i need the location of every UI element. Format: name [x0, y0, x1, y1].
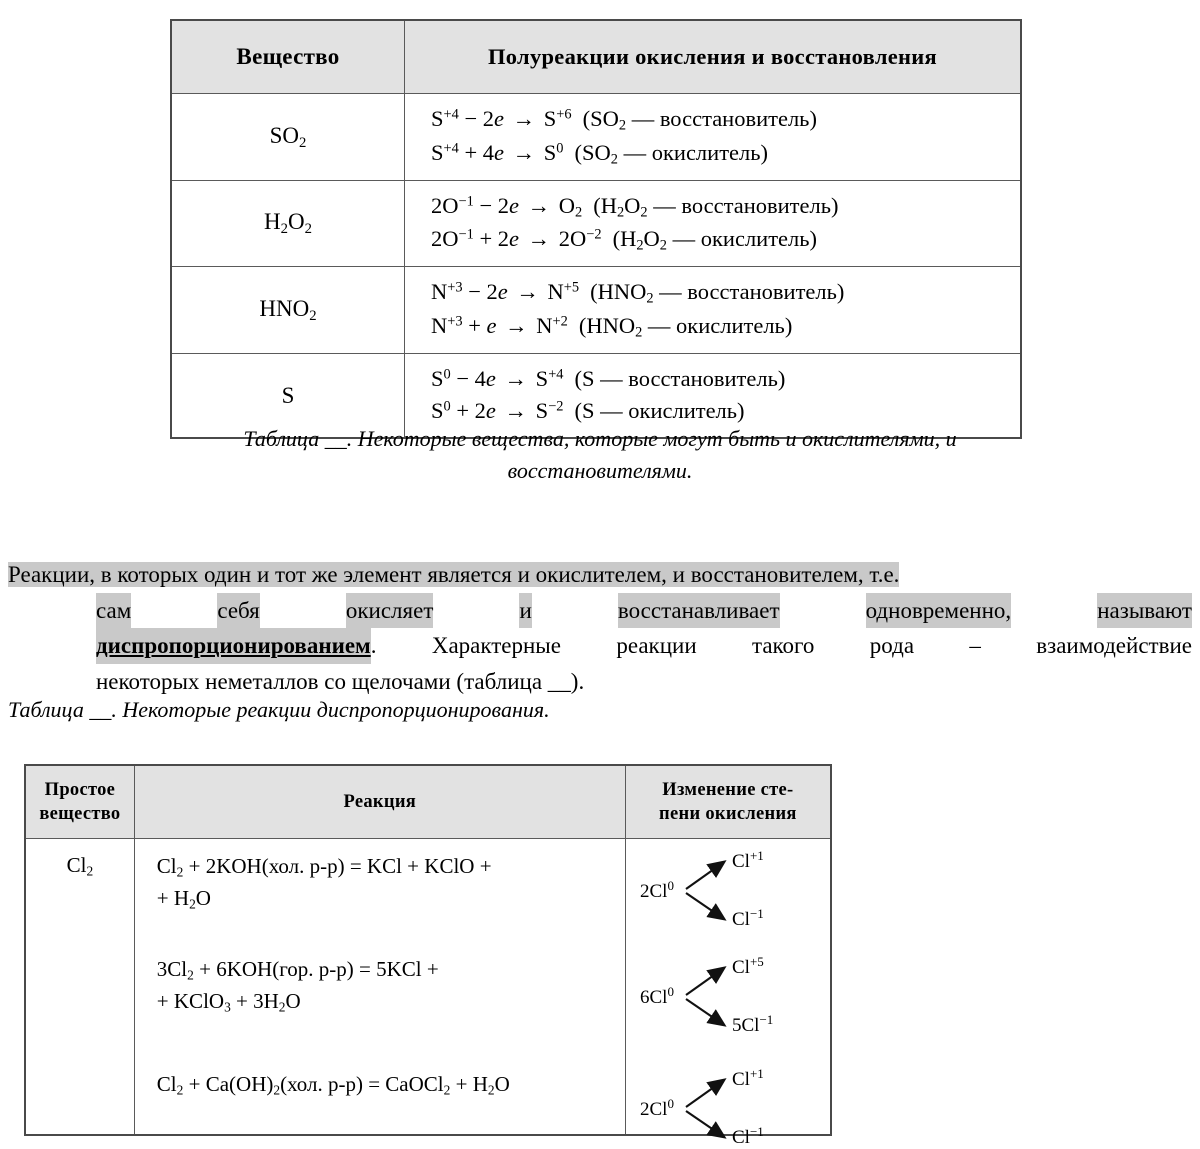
table-header [25, 765, 831, 839]
paragraph-line-1 [8, 557, 1192, 593]
cell-substance: $SO_2$ [171, 94, 405, 181]
change-top-label: $Cl^{+1}$ [731, 848, 764, 872]
change-source-label: 6Cl$^0$ [639, 984, 674, 1008]
halfreaction-line-oxidation: $N^{+3} - 2e \to N^{+5}$ ($HNO_2$ — восстановитель) [431, 279, 845, 307]
paragraph-word: и [519, 593, 531, 629]
table-header [171, 20, 1021, 94]
table-body [25, 839, 831, 1148]
change-diagram-2 [626, 951, 831, 1037]
cell-halfreactions [405, 180, 1022, 267]
column-header-reaction [134, 765, 625, 839]
term-disproportionation: диспропорционированием [96, 628, 371, 664]
paragraph-line-3 [8, 628, 1192, 664]
reaction-line: + $H_2O$ [156, 885, 211, 912]
change-diagram-3 [626, 1063, 831, 1149]
reaction-line: $Cl_2 + Ca(OH)_2(хол$. р-р) = CaOCl$_2$ + $H_2O$ [156, 1072, 510, 1098]
reaction-line: $3Cl_2 + 6KOH(гор$. р-р) = 5KCl + [156, 957, 439, 983]
branch-arrows-icon [626, 845, 831, 931]
reaction-2 [157, 954, 439, 1017]
paragraph-line-1-text: Реакции, в которых один и тот же элемент является и окислителем, и восстановителем, т.е. [8, 562, 900, 587]
cell-simple-substance: $Cl_2$ [25, 839, 134, 1135]
change-source-label: 2Cl$^0$ [639, 1096, 674, 1120]
reaction-1 [157, 851, 492, 914]
paragraph-word: себя [217, 593, 259, 629]
change-bottom-label: $Cl^{-1}$ [731, 906, 764, 930]
substances-table [170, 19, 1022, 439]
cell-substance: $HNO_2$ [171, 267, 405, 354]
halfreaction-line-oxidation: $2O^{-1} - 2e \to O_2$ ($H_2O_2$ — восстановитель) [431, 192, 839, 221]
halfreaction-line-reduction: $2O^{-1} + 2e \to 2O^{-2}$ ($H_2O_2$ — окислитель) [431, 226, 818, 255]
paragraph-word: восстанавливает [618, 593, 780, 629]
column-header-oxidation-change [625, 765, 831, 839]
paragraph-word: реакции [616, 633, 697, 659]
table1-caption-line2: восстановителями. [507, 457, 693, 483]
reaction-line: + KClO$_3$ + $3H_2O$ [156, 988, 301, 1015]
reaction-line: $Cl_2 + 2KOH(хол$. р-р) = KCl + KClO + [156, 854, 492, 880]
paragraph-word: сам [96, 593, 131, 629]
halfreaction-line-reduction: $S^0 + 2e \to S^{-2}$ (S — окислитель) [431, 398, 745, 424]
table-header-row [171, 20, 1021, 94]
halfreaction-line-reduction: $S^{+4} + 4e \to S^0$ ($SO_2$ — окислитель) [431, 139, 768, 168]
reaction-3 [157, 1069, 510, 1101]
table-row [171, 94, 1021, 181]
change-bottom-label: $5Cl^{-1}$ [731, 1012, 774, 1036]
header-line: Простое [44, 779, 116, 800]
disproportionation-paragraph [8, 557, 1192, 699]
cell-oxidation-changes [625, 839, 831, 1148]
table-row [25, 839, 831, 1135]
change-diagram-1 [626, 845, 831, 931]
column-header-halfreactions: Полуреакции окисления и восстановления [405, 20, 1022, 94]
cell-halfreactions [405, 94, 1022, 181]
paragraph-line-4: некоторых неметаллов со щелочами (таблица __). [96, 668, 585, 694]
branch-arrows-icon [626, 951, 831, 1037]
paragraph-word: – [969, 633, 981, 659]
paragraph-word: . [370, 633, 377, 659]
paragraph-word: одновременно, [866, 593, 1012, 629]
table-row [171, 180, 1021, 267]
table1-caption [150, 423, 1050, 487]
change-top-label: $Cl^{+1}$ [731, 1066, 764, 1090]
header-line: пени окисления [659, 804, 797, 824]
table-body [171, 94, 1021, 439]
halfreaction-line-oxidation: $S^0 - 4e \to S^{+4}$ (S — восстановитель) [431, 365, 786, 391]
paragraph-line-3-rest [371, 628, 1192, 664]
cell-substance: S [171, 353, 405, 438]
paragraph-word: такого [752, 633, 815, 659]
header-line: вещество [39, 804, 121, 824]
disproportionation-table [24, 764, 832, 1148]
column-header-substance: Вещество [171, 20, 405, 94]
cell-substance: $H_2O_2$ [171, 180, 405, 267]
change-top-label: $Cl^{+5}$ [731, 954, 764, 978]
branch-arrows-icon [626, 1063, 831, 1149]
paragraph-word: взаимодействие [1036, 633, 1192, 659]
change-bottom-label: $Cl^{-1}$ [731, 1124, 764, 1148]
paragraph-word: окисляет [346, 593, 434, 629]
table2-caption: Таблица __. Некоторые реакции диспропорционирования. [8, 697, 550, 722]
paragraph-word: рода [869, 633, 915, 659]
change-source-label: 2Cl$^0$ [639, 878, 674, 902]
column-header-simple-substance [25, 765, 134, 839]
header-line: Реакция [343, 791, 417, 812]
paragraph-word: Характерные [431, 633, 561, 659]
paragraph-word: называют [1097, 593, 1192, 629]
cell-reactions [134, 839, 625, 1135]
cell-halfreactions [405, 267, 1022, 354]
table-row [171, 267, 1021, 354]
table1-caption-line1: Таблица __. Некоторые вещества, которые могут быть и окислителями, и [243, 426, 957, 451]
paragraph-line-2 [8, 593, 1192, 629]
halfreaction-line-oxidation: $S^{+4} - 2e \to S^{+6}$ ($SO_2$ — восстановитель) [431, 106, 817, 134]
header-line: Изменение сте- [662, 779, 794, 800]
halfreaction-line-reduction: $N^{+3} + e \to N^{+2}$ ($HNO_2$ — окислитель) [431, 312, 793, 341]
table-header-row [25, 765, 831, 839]
